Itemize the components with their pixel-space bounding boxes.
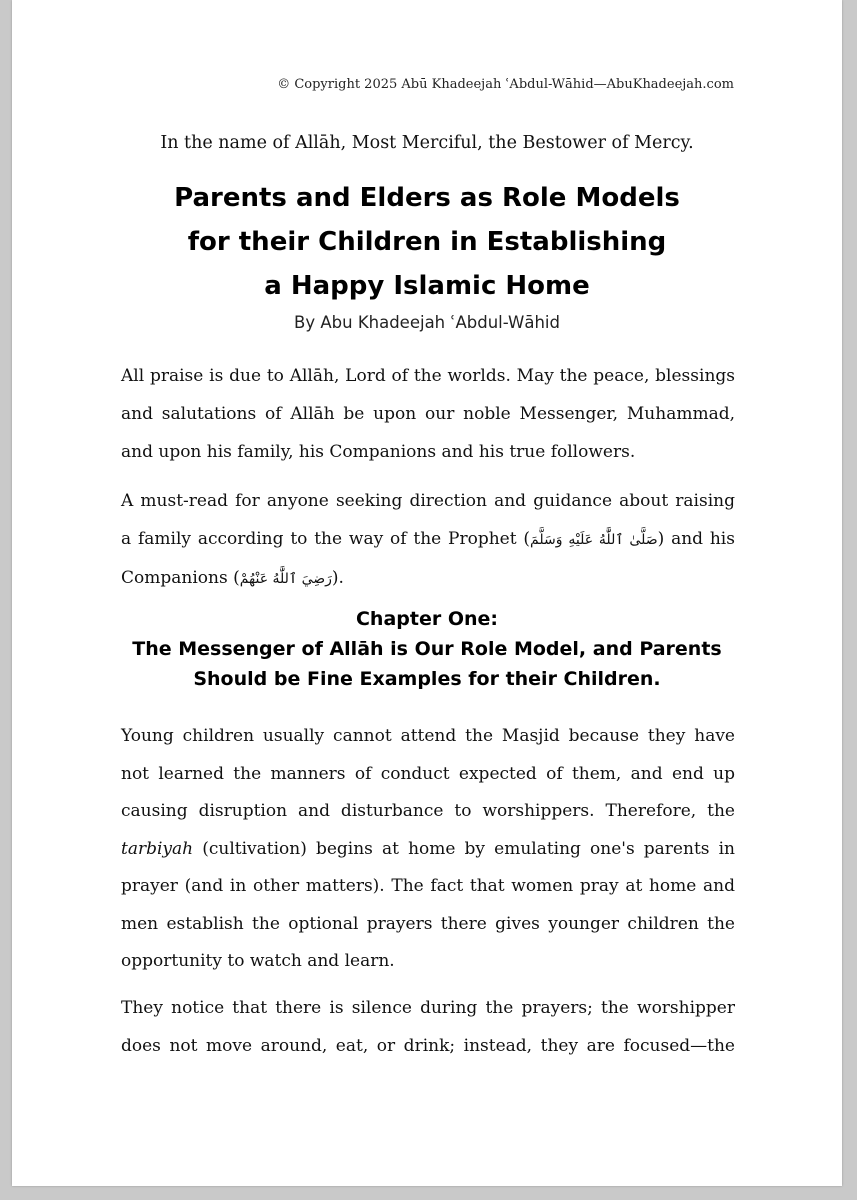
body-paragraph-2 — [121, 990, 735, 1065]
title-line: a Happy Islamic Home — [264, 271, 590, 301]
body-paragraph-1 — [121, 718, 735, 981]
paragraph-line: and upon his family, his Companions and his true followers. — [121, 442, 636, 462]
paragraph-line: Young children usually cannot attend the Masjid because they have — [121, 726, 735, 746]
salawat-honorific: صَلَّىٰ ٱللَّٰهُ عَلَيْهِ وَسَلَّمَ — [530, 532, 658, 548]
copyright-notice: © Copyright 2025 Abū Khadeejah ʿAbdul-Wāhid—AbuKhadeejah.com — [277, 77, 734, 92]
paragraph-line: A must-read for anyone seeking direction and guidance about raising — [121, 491, 735, 511]
author-byline: By Abu Khadeejah ʿAbdul-Wāhid — [294, 313, 560, 332]
paragraph-line: They notice that there is silence during the prayers; the worshipper — [121, 998, 735, 1018]
basmala: In the name of Allāh, Most Merciful, the Bestower of Mercy. — [160, 133, 694, 153]
paragraph-line: a family according to the way of the Prophet (صَلَّىٰ ٱللَّٰهُ عَلَيْهِ وَسَلَّمَ) and his — [121, 529, 735, 549]
title-line: for their Children in Establishing — [187, 227, 667, 257]
paragraph-line: prayer (and in other matters). The fact that women pray at home and — [121, 876, 735, 896]
paragraph-line: Companions (رَضِيَ ٱللَّٰهُ عَنْهُمْ). — [121, 568, 344, 588]
paragraph-line: tarbiyah (cultivation) begins at home by emulating one's parents in — [121, 838, 735, 859]
paragraph-line: causing disruption and disturbance to worshippers. Therefore, the — [121, 801, 735, 821]
chapter-title-line: Should be Fine Examples for their Children. — [193, 668, 661, 690]
paragraph-line: opportunity to watch and learn. — [121, 951, 395, 971]
chapter-title-line: The Messenger of Allāh is Our Role Model, and Parents — [132, 638, 722, 660]
paragraph-line: All praise is due to Allāh, Lord of the worlds. May the peace, blessings — [121, 366, 735, 386]
chapter-heading — [12, 604, 842, 694]
tarbiyah-term: tarbiyah — [121, 838, 194, 859]
radiallahu-honorific: رَضِيَ ٱللَّٰهُ عَنْهُمْ — [239, 571, 332, 587]
paragraph-line: does not move around, eat, or drink; instead, they are focused—the — [121, 1035, 735, 1056]
intro-paragraph — [121, 357, 735, 471]
paragraph-line: not learned the manners of conduct expected of them, and end up — [121, 763, 735, 784]
title-line: Parents and Elders as Role Models — [174, 183, 680, 213]
paragraph-line: and salutations of Allāh be upon our noble Messenger, Muhammad, — [121, 404, 735, 424]
document-title — [12, 176, 842, 308]
chapter-number: Chapter One: — [355, 608, 498, 630]
must-read-paragraph — [121, 482, 735, 598]
document-page — [12, 0, 842, 1186]
paragraph-line: men establish the optional prayers there gives younger children the — [121, 913, 735, 934]
